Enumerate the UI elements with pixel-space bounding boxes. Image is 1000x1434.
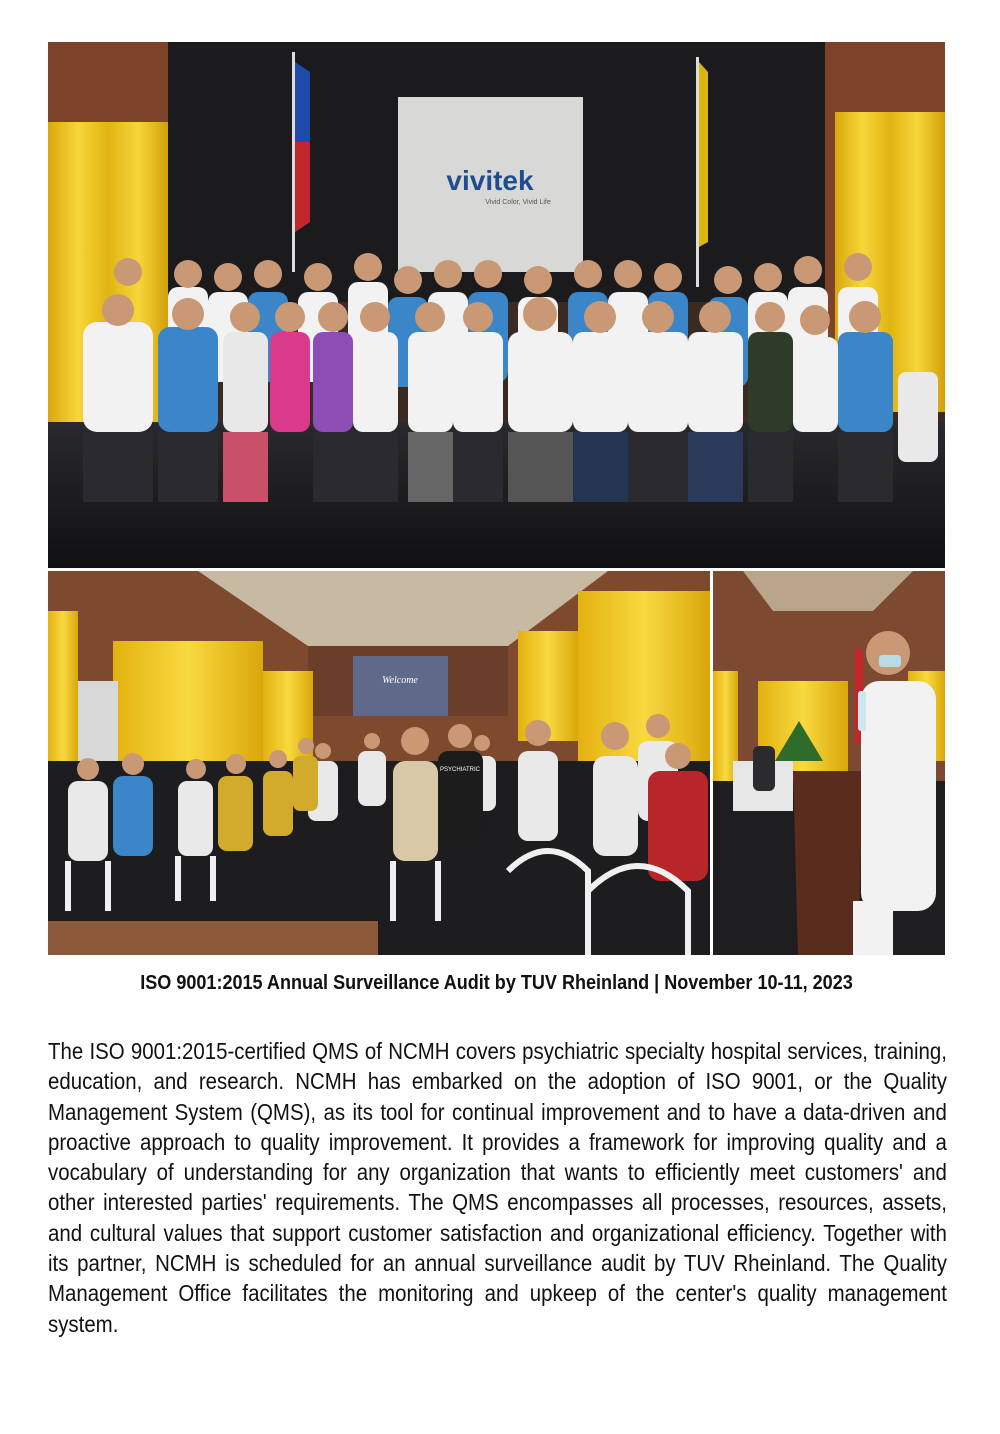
group-photo-image xyxy=(48,42,945,568)
speaker-photo xyxy=(713,571,945,955)
group-photo xyxy=(48,42,945,568)
podium xyxy=(793,771,863,955)
audience-photo-image xyxy=(48,571,710,955)
audience-screen-text: Welcome xyxy=(382,675,418,686)
speaker-photo-image xyxy=(713,571,945,955)
photo-caption: ISO 9001:2015 Annual Surveillance Audit by TUV Rheinland | November 10-11, 2023 xyxy=(140,971,853,994)
body-paragraph: The ISO 9001:2015-certified QMS of NCMH covers psychiatric specialty hospital services, training, education, and research. NCMH has embarked on the adoption of ISO 9001, or the Quality Management System (QMS), as its tool for continual improvement and to have a data-driven and proactive approach to quality improvement. It provides a framework for improving quality and a vocabulary of understanding for any organization that wants to efficiently meet customers' and other interested parties' requirements. The QMS encompasses all processes, resources, assets, and cultural values that support customer satisfaction and organizational efficiency. Together with its partner, NCMH is scheduled for an annual surveillance audit by TUV Rheinland. The Quality Management Office facilitates the monitoring and upkeep of the center's quality management system. xyxy=(48,1038,947,1337)
shirt-text: PSYCHIATRIC xyxy=(440,767,480,773)
screen-tagline: Vivid Color, Vivid Life xyxy=(485,199,551,206)
screen-brand: vivitek xyxy=(446,165,534,196)
audience-photo xyxy=(48,571,710,955)
